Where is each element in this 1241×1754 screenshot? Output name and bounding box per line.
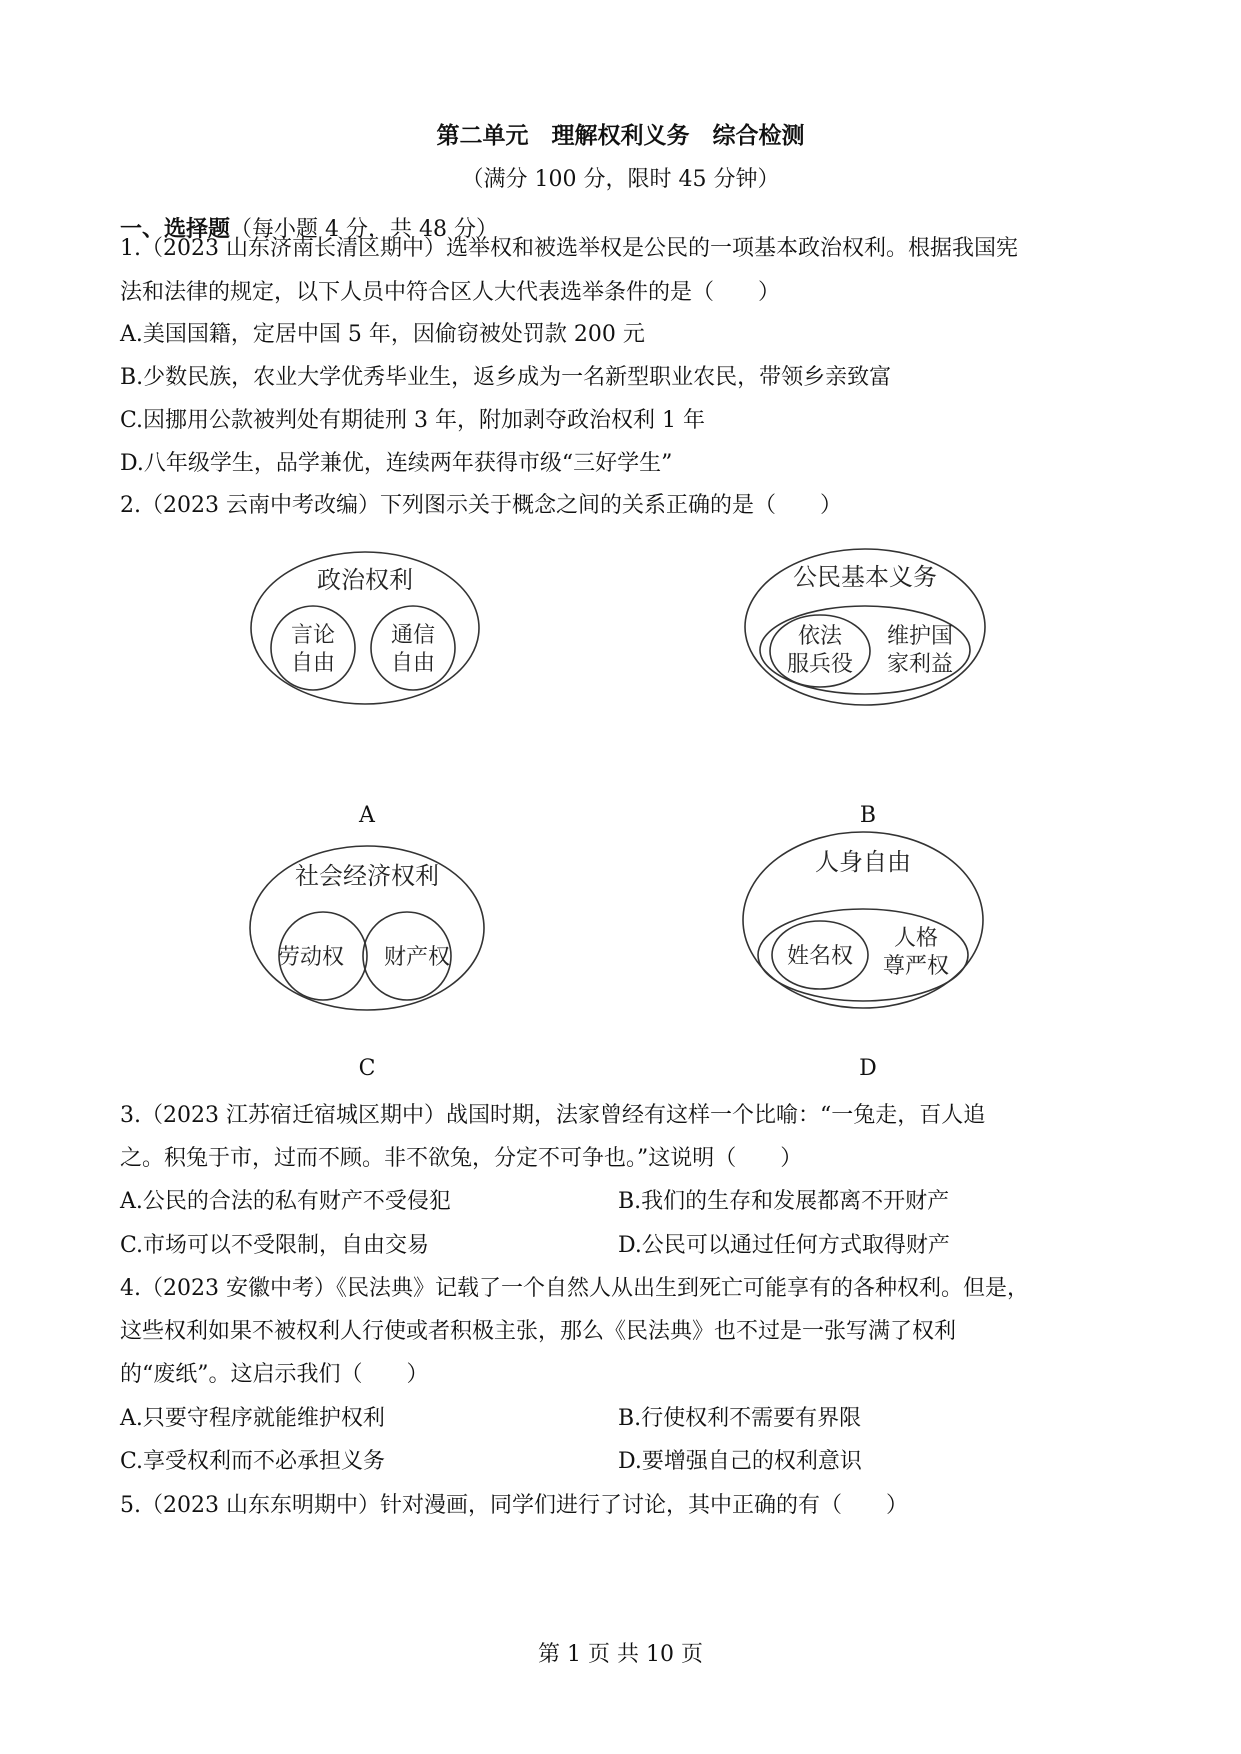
q1-option-c: C.因挪用公款被判处有期徒刑 3 年，附加剥夺政治权利 1 年 <box>120 408 706 433</box>
diagram-c-left-label: 劳动权 <box>277 945 345 970</box>
diagram-c-right-label: 财产权 <box>383 945 451 970</box>
q1-stem-line-2: 法和法律的规定，以下人员中符合区人大代表选举条件的是（ ） <box>120 280 781 305</box>
q4-stem-line-3: 的“废纸”。这启示我们（ ） <box>120 1362 429 1387</box>
q3-stem-line-1: 3.（2023 江苏宿迁宿城区期中）战国时期，法家曾经有这样一个比喻：“一兔走，百人追 <box>120 1103 986 1128</box>
diagram-b-left-label-1: 依法 <box>797 624 843 649</box>
q4-stem-line-1: 4.（2023 安徽中考）《民法典》记载了一个自然人从出生到死亡可能享有的各种权利。但是， <box>120 1276 1029 1301</box>
diagram-a-right-label-1: 通信 <box>390 623 436 648</box>
q3-option-a: A.公民的合法的私有财产不受侵犯 <box>120 1189 451 1214</box>
q1-stem-line-1: 1.（2023 山东济南长清区期中）选举权和被选举权是公民的一项基本政治权利。根据我国宪 <box>120 236 1018 261</box>
q5-stem-line-1: 5.（2023 山东东明期中）针对漫画，同学们进行了讨论，其中正确的有（ ） <box>120 1493 908 1518</box>
q4-option-c: C.享受权利而不必承担义务 <box>120 1449 386 1474</box>
diagram-b-caption: B <box>859 803 877 828</box>
q4-stem-line-2: 这些权利如果不被权利人行使或者积极主张，那么《民法典》也不过是一张写满了权利 <box>120 1319 957 1344</box>
q3-stem-line-2: 之。积兔于市，过而不顾。非不欲兔，分定不可争也。”这说明（ ） <box>120 1146 803 1171</box>
diagram-b <box>740 545 990 710</box>
diagram-d-caption: D <box>859 1056 877 1081</box>
q1-option-d: D.八年级学生，品学兼优，连续两年获得市级“三好学生” <box>120 451 673 476</box>
q1-option-a: A.美国国籍，定居中国 5 年，因偷窃被处罚款 200 元 <box>120 322 645 347</box>
q3-option-b: B.我们的生存和发展都离不开财产 <box>618 1189 950 1214</box>
diagram-b-outer-label: 公民基本义务 <box>793 563 937 591</box>
diagram-c-outer-label: 社会经济权利 <box>295 862 439 890</box>
section-title: 一、选择题 <box>120 216 231 242</box>
diagram-d-right-label-1: 人格 <box>893 926 939 951</box>
diagram-d <box>738 825 988 1015</box>
diagram-d-outer-label: 人身自由 <box>815 848 911 876</box>
page-footer: 第 1 页 共 10 页 <box>538 1642 703 1667</box>
diagram-d-right-label-2: 尊严权 <box>882 954 950 979</box>
diagram-a-outer-label: 政治权利 <box>317 566 413 594</box>
diagram-b-right-label-2: 家利益 <box>886 652 954 677</box>
diagram-b-left-label-2: 服兵役 <box>786 652 854 677</box>
q4-option-b: B.行使权利不需要有界限 <box>618 1406 862 1431</box>
q4-option-a: A.只要守程序就能维护权利 <box>120 1406 385 1431</box>
diagram-a-caption: A <box>359 803 375 828</box>
section-note: （每小题 4 分，共 48 分） <box>230 217 498 242</box>
diagram-a <box>245 548 485 708</box>
diagram-a-left-label-1: 言论 <box>290 623 336 648</box>
diagram-d-left-label: 姓名权 <box>786 944 854 969</box>
q3-option-c: C.市场可以不受限制，自由交易 <box>120 1233 430 1258</box>
diagram-a-right-label-2: 自由 <box>390 651 436 676</box>
diagram-a-right-circle <box>371 606 455 690</box>
diagram-a-left-circle <box>271 606 355 690</box>
q3-option-d: D.公民可以通过任何方式取得财产 <box>618 1233 950 1258</box>
diagram-c <box>245 840 490 1015</box>
diagram-c-caption: C <box>358 1056 376 1081</box>
diagram-a-left-label-2: 自由 <box>290 651 336 676</box>
page-title: 第二单元 理解权利义务 综合检测 <box>436 122 805 149</box>
page-subtitle: （满分 100 分，限时 45 分钟） <box>461 167 780 192</box>
q2-stem-line-1: 2.（2023 云南中考改编）下列图示关于概念之间的关系正确的是（ ） <box>120 493 842 518</box>
q1-option-b: B.少数民族，农业大学优秀毕业生，返乡成为一名新型职业农民，带领乡亲致富 <box>120 365 892 390</box>
diagram-b-right-label-1: 维护国 <box>886 624 954 649</box>
q4-option-d: D.要增强自己的权利意识 <box>618 1449 862 1474</box>
